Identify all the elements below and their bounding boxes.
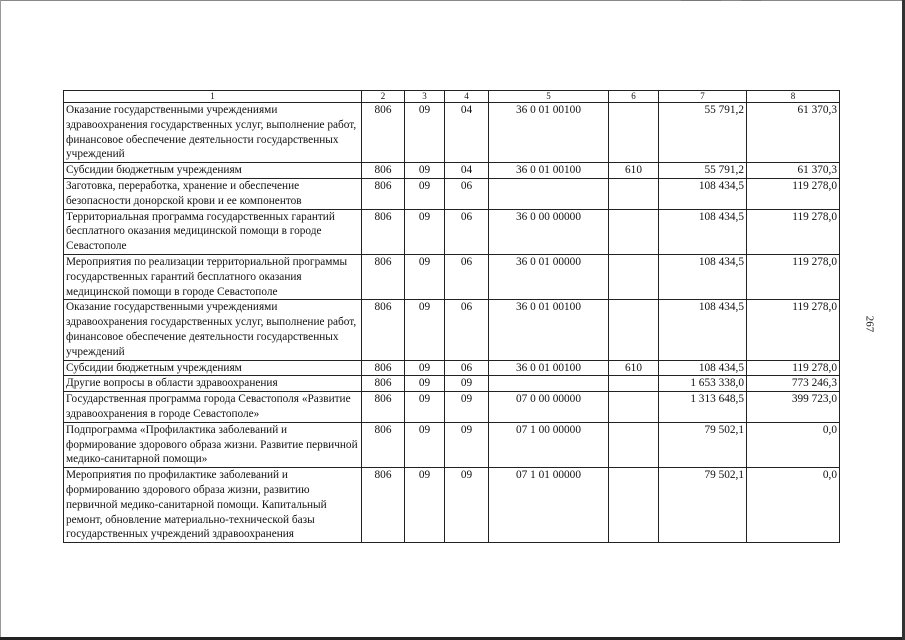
row-subsection: 06: [445, 178, 489, 209]
row-subsection: 09: [445, 392, 489, 423]
row-section: 09: [405, 468, 445, 543]
header-cell: 6: [609, 91, 659, 103]
row-target-article: 36 0 01 00100: [489, 300, 609, 360]
row-amount-year1: 1 653 338,0: [659, 376, 747, 392]
row-amount-year1: 1 313 648,5: [659, 392, 747, 423]
row-section: 09: [405, 163, 445, 179]
header-cell: 5: [489, 91, 609, 103]
scan-edge-left: [0, 0, 1, 640]
row-expense-type: [609, 178, 659, 209]
row-amount-year1: 79 502,1: [659, 422, 747, 467]
row-section: 09: [405, 254, 445, 299]
page-number: 267: [863, 315, 876, 333]
row-target-article: 36 0 01 00100: [489, 103, 609, 163]
header-cell: 7: [659, 91, 747, 103]
row-expense-type: [609, 392, 659, 423]
row-amount-year1: 108 434,5: [659, 360, 747, 376]
row-amount-year2: 61 370,3: [747, 163, 840, 179]
row-name: Территориальная программа государственных гарантий бесплатного оказания медицинской помощи в городе Севастополе: [64, 209, 362, 254]
row-name: Субсидии бюджетным учреждениям: [64, 360, 362, 376]
row-expense-type: [609, 468, 659, 543]
table-row: [64, 360, 840, 376]
row-admin-code: 806: [362, 163, 405, 179]
header-cell: 8: [747, 91, 840, 103]
row-target-article: 07 1 00 00000: [489, 422, 609, 467]
row-target-article: [489, 376, 609, 392]
row-section: 09: [405, 300, 445, 360]
table-row: [64, 209, 840, 254]
table-row: [64, 468, 840, 543]
row-expense-type: [609, 209, 659, 254]
row-subsection: 06: [445, 360, 489, 376]
row-subsection: 06: [445, 254, 489, 299]
row-name: Мероприятия по профилактике заболеваний и формированию здорового образа жизни, развитию первичной медико-санитарной помощи. Капитальный ремонт, обновление материально-технической базы государственных учреждений здравоохранения: [64, 468, 362, 543]
row-admin-code: 806: [362, 178, 405, 209]
table-row: [64, 103, 840, 163]
header-cell: 4: [445, 91, 489, 103]
row-admin-code: 806: [362, 209, 405, 254]
row-section: 09: [405, 422, 445, 467]
table-row: [64, 163, 840, 179]
row-amount-year1: 108 434,5: [659, 178, 747, 209]
row-expense-type: 610: [609, 163, 659, 179]
row-expense-type: [609, 422, 659, 467]
scan-edge-top: [0, 0, 905, 1]
row-section: 09: [405, 360, 445, 376]
row-amount-year2: 399 723,0: [747, 392, 840, 423]
row-name: Оказание государственными учреждениями здравоохранения государственных услуг, выполнение работ, финансовое обеспечение деятельности государственных учреждений: [64, 300, 362, 360]
row-amount-year2: 61 370,3: [747, 103, 840, 163]
row-admin-code: 806: [362, 392, 405, 423]
row-amount-year1: 55 791,2: [659, 163, 747, 179]
row-target-article: 36 0 01 00100: [489, 360, 609, 376]
row-amount-year1: 108 434,5: [659, 254, 747, 299]
row-target-article: 36 0 00 00000: [489, 209, 609, 254]
row-target-article: 07 1 01 00000: [489, 468, 609, 543]
row-section: 09: [405, 376, 445, 392]
table-row: [64, 254, 840, 299]
row-subsection: 09: [445, 376, 489, 392]
row-amount-year1: 108 434,5: [659, 300, 747, 360]
header-cell: 3: [405, 91, 445, 103]
row-expense-type: [609, 300, 659, 360]
scan-mark: [741, 0, 761, 1]
row-admin-code: 806: [362, 254, 405, 299]
row-expense-type: [609, 254, 659, 299]
header-cell: 2: [362, 91, 405, 103]
row-admin-code: 806: [362, 103, 405, 163]
row-amount-year1: 55 791,2: [659, 103, 747, 163]
table-row: [64, 392, 840, 423]
row-subsection: 06: [445, 300, 489, 360]
row-section: 09: [405, 178, 445, 209]
row-subsection: 09: [445, 468, 489, 543]
row-amount-year2: 119 278,0: [747, 360, 840, 376]
row-target-article: 36 0 01 00000: [489, 254, 609, 299]
row-amount-year1: 79 502,1: [659, 468, 747, 543]
row-expense-type: 610: [609, 360, 659, 376]
row-amount-year2: 773 246,3: [747, 376, 840, 392]
row-name: Государственная программа города Севастополя «Развитие здравоохранения в городе Севастополе»: [64, 392, 362, 423]
row-admin-code: 806: [362, 300, 405, 360]
row-amount-year2: 0,0: [747, 422, 840, 467]
row-amount-year2: 119 278,0: [747, 300, 840, 360]
row-amount-year2: 119 278,0: [747, 254, 840, 299]
row-admin-code: 806: [362, 468, 405, 543]
row-expense-type: [609, 103, 659, 163]
row-name: Другие вопросы в области здравоохранения: [64, 376, 362, 392]
row-name: Заготовка, переработка, хранение и обеспечение безопасности донорской крови и ее компонентов: [64, 178, 362, 209]
table-header-row: [64, 91, 840, 103]
row-amount-year2: 0,0: [747, 468, 840, 543]
budget-table: [63, 90, 840, 543]
row-subsection: 04: [445, 103, 489, 163]
row-name: Субсидии бюджетным учреждениям: [64, 163, 362, 179]
row-section: 09: [405, 103, 445, 163]
row-name: Оказание государственными учреждениями здравоохранения государственных услуг, выполнение работ, финансовое обеспечение деятельности государственных учреждений: [64, 103, 362, 163]
row-admin-code: 806: [362, 360, 405, 376]
row-expense-type: [609, 376, 659, 392]
row-target-article: 07 0 00 00000: [489, 392, 609, 423]
row-amount-year2: 119 278,0: [747, 209, 840, 254]
header-cell: 1: [64, 91, 362, 103]
row-amount-year2: 119 278,0: [747, 178, 840, 209]
row-target-article: [489, 178, 609, 209]
row-subsection: 04: [445, 163, 489, 179]
row-name: Мероприятия по реализации территориальной программы государственных гарантий бесплатного оказания медицинской помощи в городе Севастополе: [64, 254, 362, 299]
scan-mark: [681, 0, 721, 1]
table-row: [64, 422, 840, 467]
table-row: [64, 376, 840, 392]
table-row: [64, 178, 840, 209]
row-admin-code: 806: [362, 422, 405, 467]
row-section: 09: [405, 209, 445, 254]
row-target-article: 36 0 01 00100: [489, 163, 609, 179]
row-subsection: 09: [445, 422, 489, 467]
row-admin-code: 806: [362, 376, 405, 392]
row-section: 09: [405, 392, 445, 423]
row-name: Подпрограмма «Профилактика заболеваний и формирование здорового образа жизни. Развитие первичной медико-санитарной помощи»: [64, 422, 362, 467]
row-amount-year1: 108 434,5: [659, 209, 747, 254]
table-row: [64, 300, 840, 360]
row-subsection: 06: [445, 209, 489, 254]
